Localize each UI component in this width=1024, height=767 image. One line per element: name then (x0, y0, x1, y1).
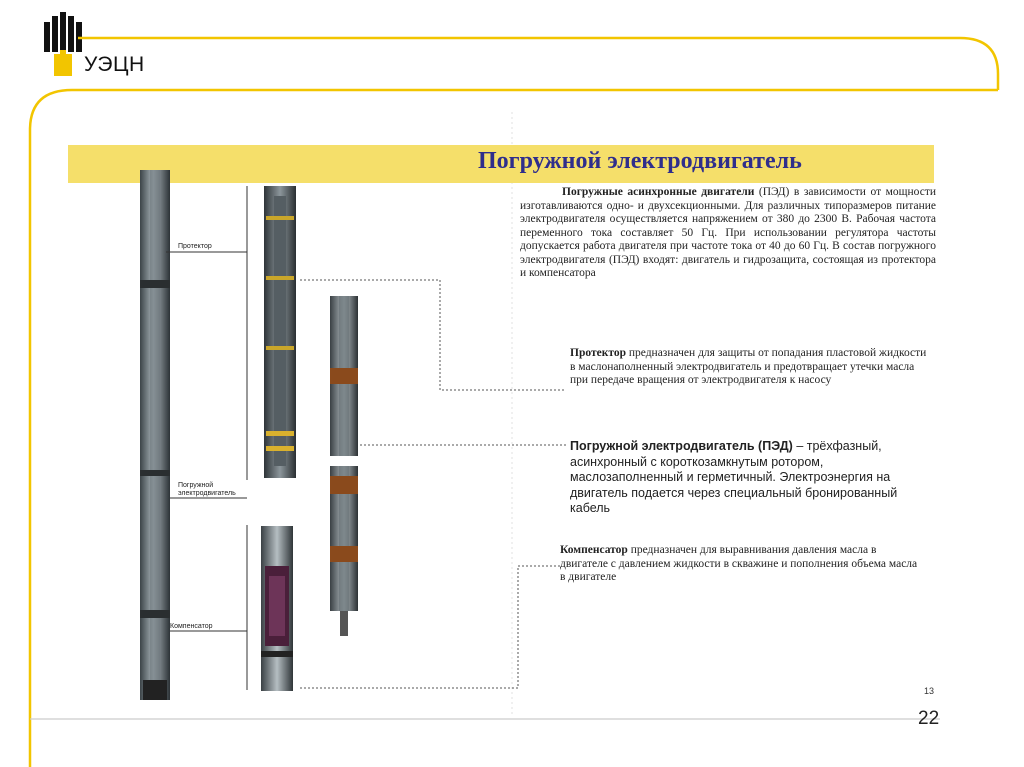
compensator-text: предназначен для выравнивания давления масла в двигателе с давлением жидкости в скважине и пополнения объема масла в двигателе (560, 544, 918, 583)
label-compensator: Компенсатор (170, 623, 213, 630)
intro-text: (ПЭД) в зависимости от мощности изготавливаются одно- и двухсекционными. Для различных типоразмеров питание электродвигателя осуществляется напряжением от 380 до 2300 В. Рабочая частота переменного тока составляет 50 Гц. При использовании регулятора частоты допускается работа двигателя при частоте тока от 40 до 60 Гц. В состав погружного электродвигателя (ПЭД) входят: двигатель и гидрозащита, состоящая из протектора и компенсатора (520, 186, 937, 279)
label-protector: Протектор (178, 243, 212, 250)
motor-image (328, 296, 360, 636)
intro-lead: Погружные асинхронные двигатели (562, 186, 755, 198)
protector-text: предназначен для защиты от попадания пластовой жидкости в маслонаполненный электродвигатель и предотвращает утечки масла при передаче вращения от электродвигателя к насосу (570, 347, 927, 386)
motor-lead: Погружной электродвигатель (ПЭД) (570, 439, 793, 453)
motor-text: – трёхфазный, асинхронный с короткозамкнутым ротором, маслозаполненный и герметичный. Электроэнергия на двигатель подается через специальный бронированный кабель (570, 439, 898, 515)
intro-paragraph (520, 186, 936, 281)
label-motor-line2: электродвигатель (178, 490, 236, 497)
compensator-image (257, 526, 297, 691)
motor-paragraph (570, 439, 932, 517)
page-title: Погружной электродвигатель (478, 148, 802, 174)
protector-paragraph (570, 347, 928, 388)
protector-lead: Протектор (570, 347, 626, 359)
label-motor-line1: Погружной (178, 482, 214, 489)
page-number: 22 (918, 708, 940, 729)
protector-image (262, 186, 298, 478)
compensator-paragraph (560, 544, 924, 585)
brand-title: УЭЦН (84, 53, 145, 76)
compensator-lead: Компенсатор (560, 544, 628, 556)
inner-page-number: 13 (924, 686, 935, 696)
